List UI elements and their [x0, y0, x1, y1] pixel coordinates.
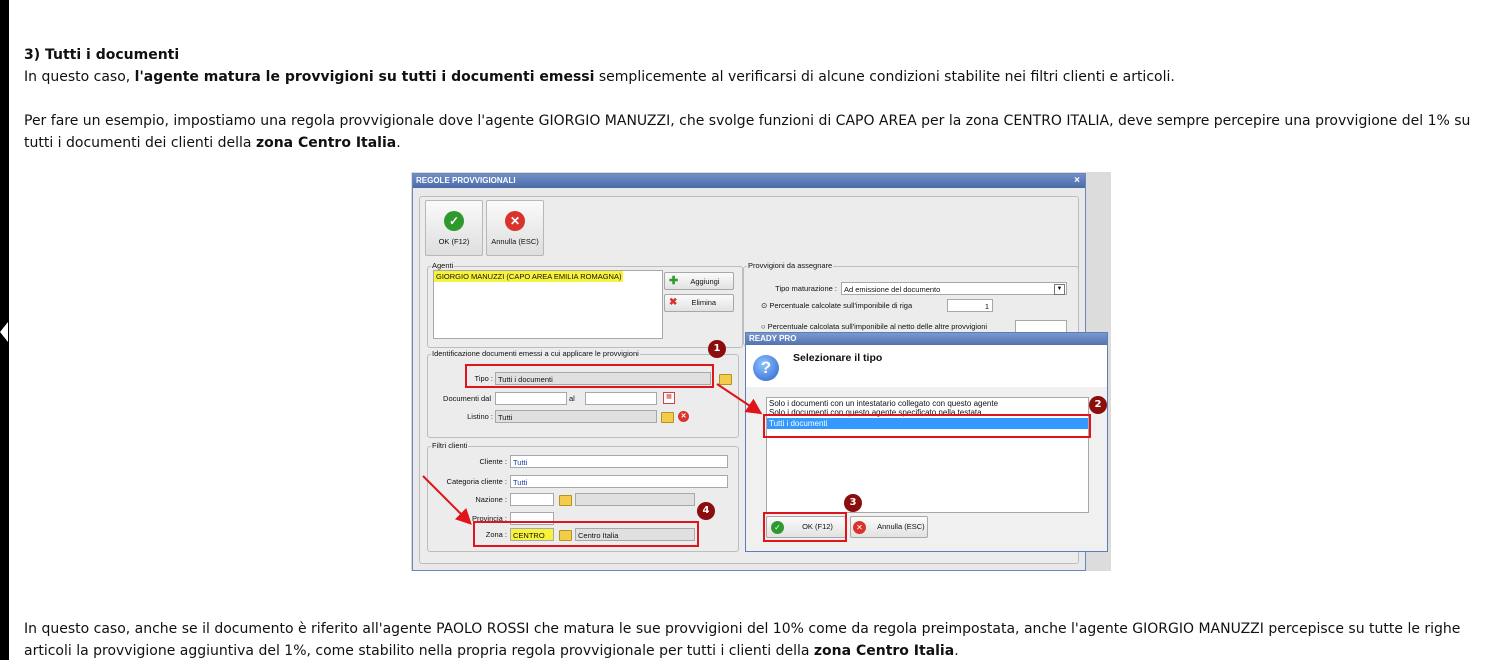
radio-row-net[interactable]: ○ Percentuale calcolata sull'imponibile al netto delle altre provvigioni — [761, 322, 988, 331]
dialog-title: READY PRO — [746, 333, 1107, 345]
customer-category-field[interactable]: Tutti — [510, 475, 728, 488]
chevron-down-icon[interactable]: ▼ — [1054, 284, 1065, 295]
step-badge-3: 3 — [844, 494, 862, 512]
paragraph-intro: In questo caso, l'agente matura le provvigioni su tutti i documenti emessi semplicemente al verificarsi di alcune condizioni stabilite nei filtri clienti e articoli. — [24, 69, 1175, 85]
dialog-question: Selezionare il tipo — [793, 352, 883, 364]
documents-from-label: Documenti dal — [443, 394, 491, 403]
customer-field[interactable]: Tutti — [510, 455, 728, 468]
identification-legend: Identificazione documenti emessi a cui applicare le provvigioni — [432, 349, 639, 358]
commission-legend: Provvigioni da assegnare — [748, 261, 833, 270]
ok-button[interactable]: ✓ OK (F12) — [425, 200, 483, 256]
type-label: Tipo : — [474, 374, 493, 383]
option-all-documents[interactable]: Tutti i documenti — [767, 418, 1088, 429]
arrow-to-zone — [423, 476, 469, 522]
to-label: al — [569, 394, 575, 403]
check-icon: ✓ — [771, 521, 784, 534]
screenshot-figure — [411, 172, 1111, 571]
question-icon: ? — [753, 355, 779, 381]
radio-empty-icon[interactable]: ○ — [761, 322, 766, 331]
customer-filters-legend: Filtri clienti — [432, 441, 468, 450]
step-badge-4: 4 — [697, 502, 715, 520]
type-field[interactable]: Tutti i documenti — [495, 372, 711, 385]
step-badge-2: 2 — [1089, 396, 1107, 414]
nation-label: Nazione : — [475, 495, 507, 504]
option-linked-holder[interactable]: Solo i documenti con un intestatario collegato con questo agente — [769, 399, 999, 408]
maturation-type-label: Tipo maturazione : — [775, 284, 837, 293]
pricelist-label: Listino : — [467, 412, 493, 421]
customer-category-label: Categoria cliente : — [446, 477, 507, 486]
callout-arrows — [411, 172, 1111, 571]
zone-description: Centro Italia — [575, 528, 695, 541]
dialog-cancel-button[interactable]: ✕ Annulla (ESC) — [850, 516, 928, 538]
delete-icon: ✖ — [669, 297, 678, 308]
check-icon: ✓ — [444, 211, 464, 231]
pricelist-field[interactable]: Tutti — [495, 410, 657, 423]
delete-agent-button[interactable]: ✖ Elimina — [664, 294, 734, 312]
zone-code-input[interactable]: CENTRO — [510, 528, 554, 541]
radio-selected-icon[interactable]: ⊙ — [761, 301, 768, 310]
province-label: Provincia : — [471, 514, 507, 523]
pricelist-clear-icon[interactable]: ✕ — [678, 411, 689, 422]
customer-label: Cliente : — [479, 457, 507, 466]
cancel-icon: ✕ — [505, 211, 525, 231]
collapse-arrow-icon[interactable] — [0, 322, 8, 342]
cancel-button[interactable]: ✕ Annulla (ESC) — [486, 200, 544, 256]
maturation-type-select[interactable]: Ad emissione del documento ▼ — [841, 282, 1067, 295]
paragraph-example: Per fare un esempio, impostiamo una regola provvigionale dove l'agente GIORGIO MANUZZI, che svolge funzioni di CAPO AREA per la zona CENTRO ITALIA, deve sempre percepire una provvigione del 1% su tutti i documenti dei clienti della zona Centro Italia. — [24, 113, 1471, 151]
paragraph-conclusion: In questo caso, anche se il documento è riferito all'agente PAOLO ROSSI che matura le sue provvigioni del 10% come da regola preimpostata, anche l'agente GIORGIO MANUZZI percepisce su tutte le righe articoli la provvigione aggiuntiva del 1%, come stabilito nella propria regola provvigionale per tutti i clienti della zona Centro Italia. — [24, 621, 1461, 659]
window-title: REGOLE PROVVIGIONALI — [413, 174, 1085, 188]
arrow-type-to-option — [717, 384, 759, 412]
agent-item[interactable]: GIORGIO MANUZZI (CAPO AREA EMILIA ROMAGNA) — [436, 272, 622, 281]
plus-icon: ✚ — [669, 275, 679, 287]
section-heading: 3) Tutti i documenti — [24, 47, 180, 63]
add-agent-button[interactable]: ✚ Aggiungi — [664, 272, 734, 290]
step-badge-1: 1 — [708, 340, 726, 358]
close-icon[interactable]: × — [1074, 175, 1080, 186]
line-percentage-input[interactable]: 1 — [947, 299, 993, 312]
dialog-ok-button[interactable]: ✓ OK (F12) — [766, 516, 846, 538]
agents-legend: Agenti — [432, 261, 454, 270]
option-header-agent[interactable]: Solo i documenti con questo agente specificato nella testata — [769, 409, 982, 417]
calendar-icon[interactable]: ▦ — [663, 392, 675, 404]
radio-row-line[interactable]: ⊙ Percentuale calcolate sull'imponibile di riga — [761, 301, 913, 310]
cancel-icon: ✕ — [853, 521, 866, 534]
zone-label: Zona : — [485, 530, 507, 539]
